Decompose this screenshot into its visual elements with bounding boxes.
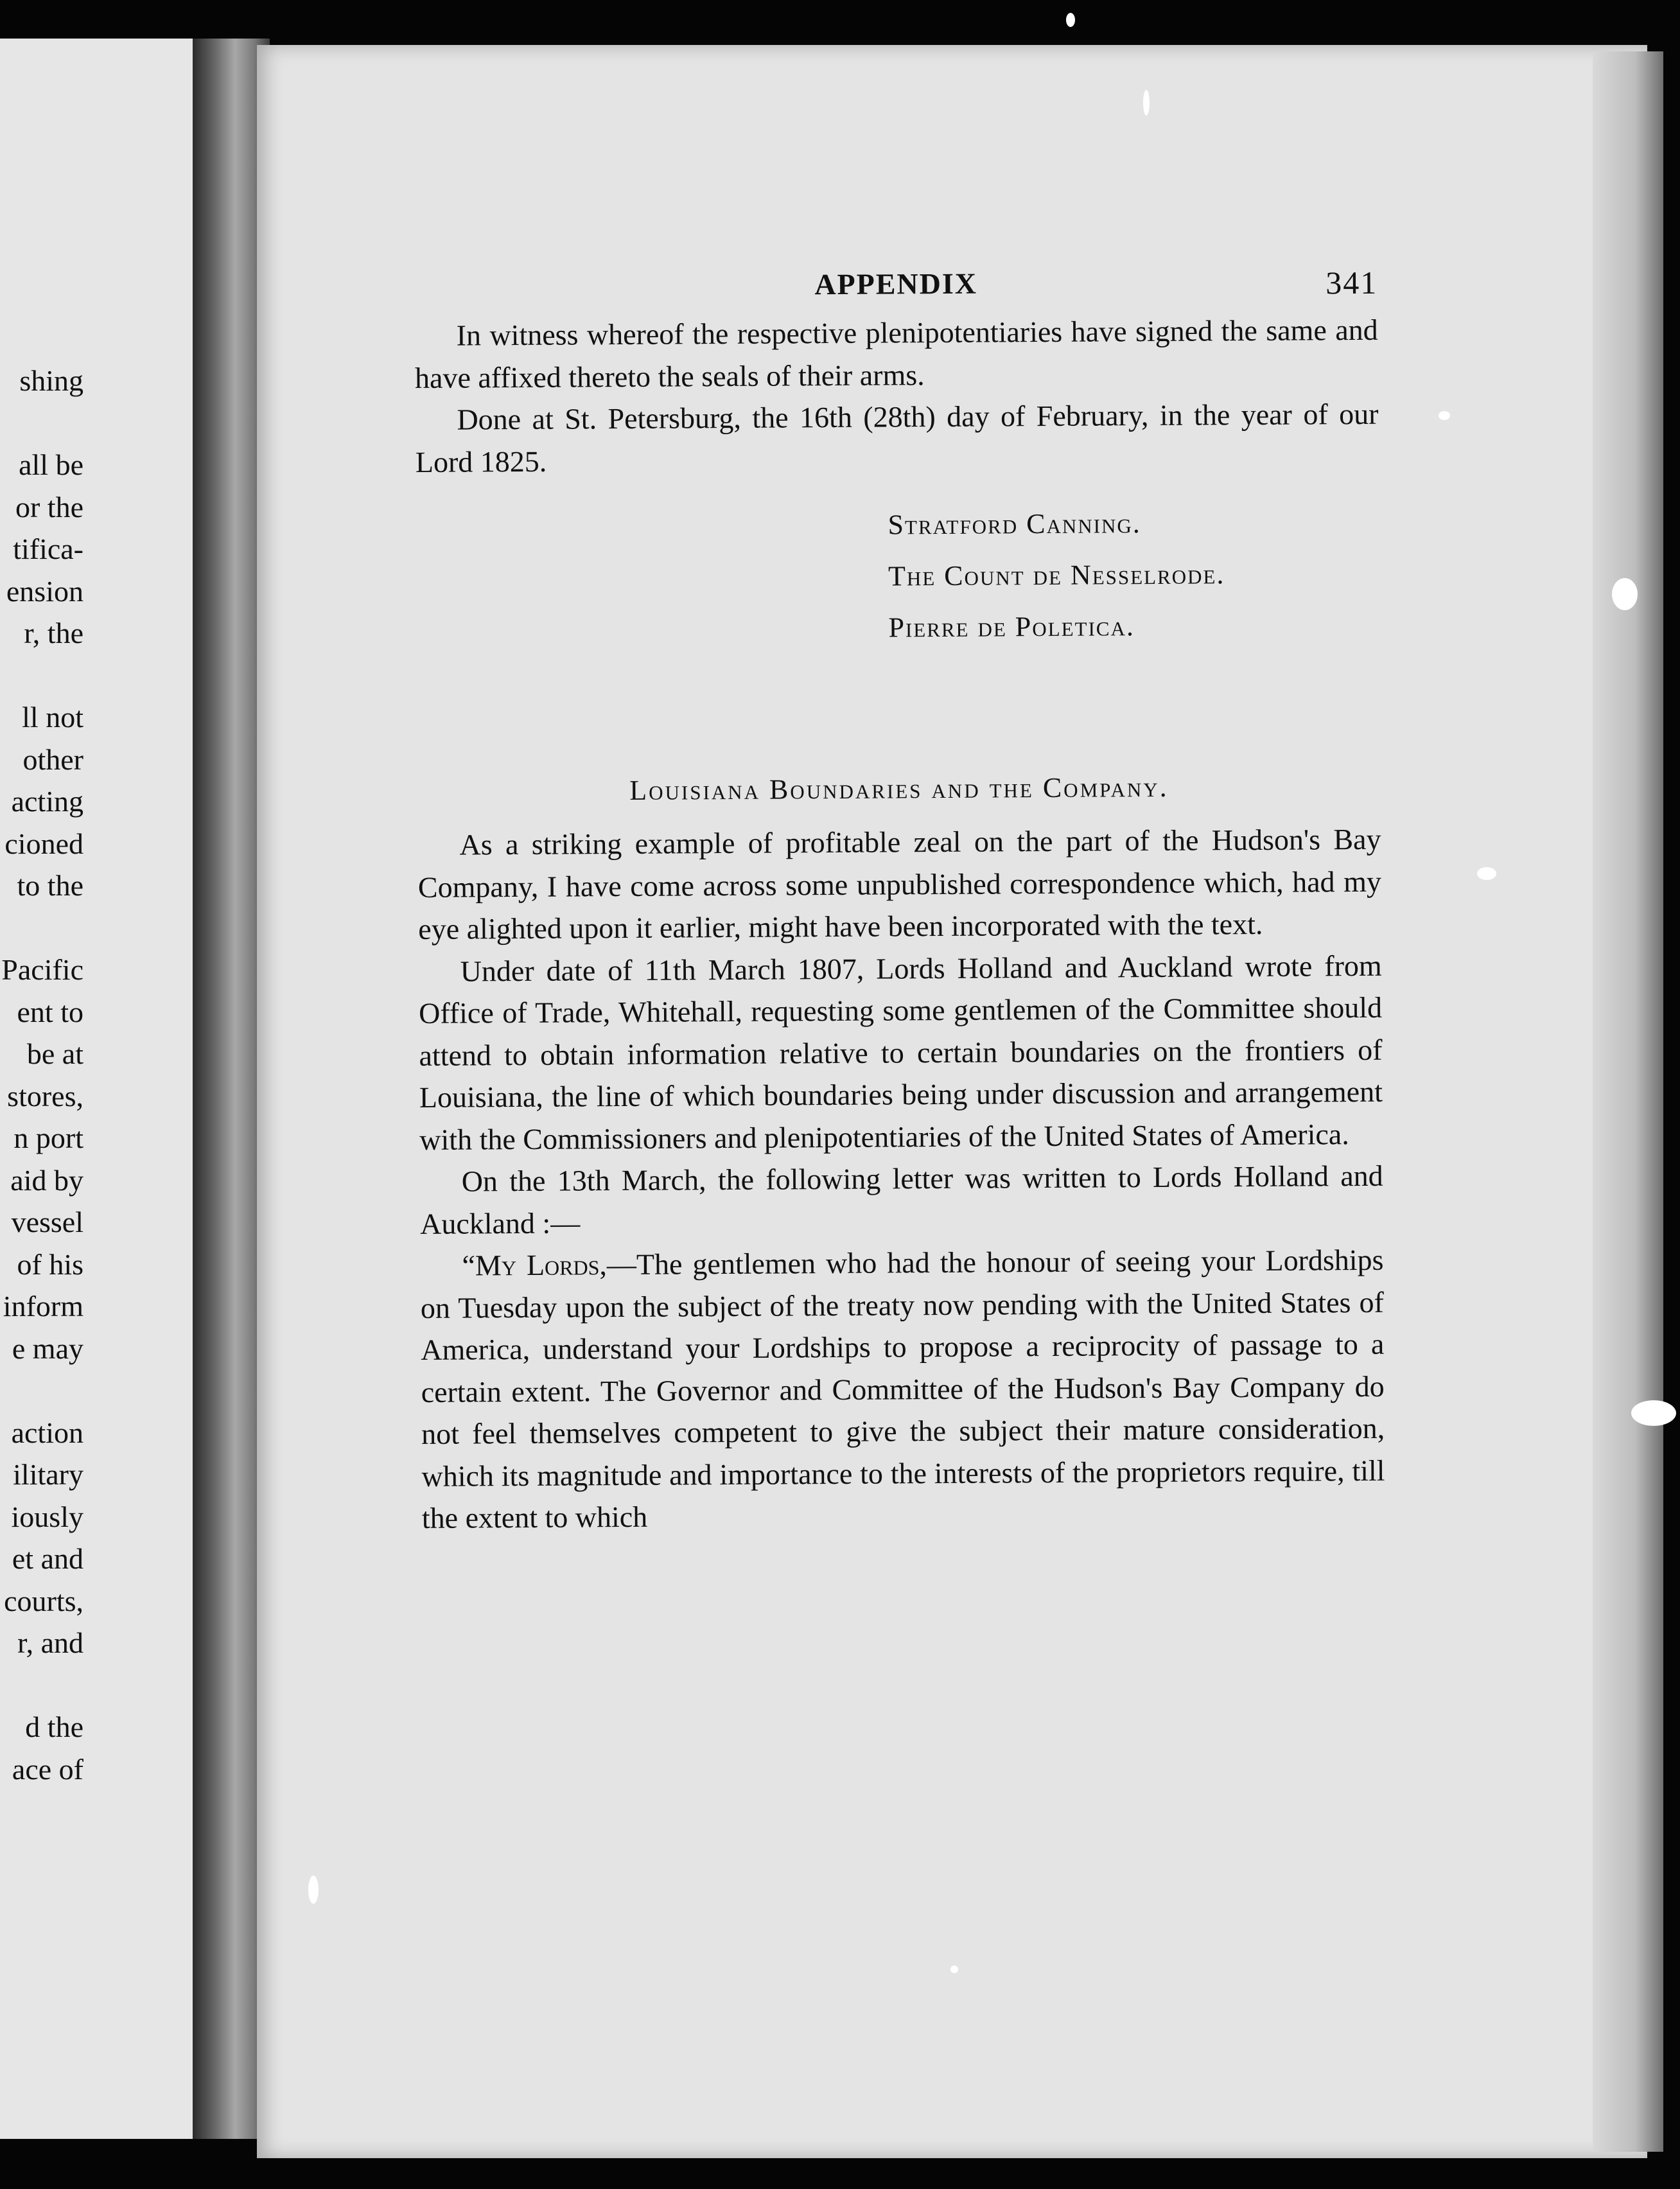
left-line: courts,: [4, 1584, 83, 1617]
left-line: action: [11, 1416, 83, 1449]
signature: Stratford Canning.: [888, 507, 1141, 541]
left-line: of his: [17, 1247, 83, 1281]
left-line: tifica-: [13, 532, 83, 565]
scan-speck: [1066, 13, 1075, 27]
left-line: be at: [26, 1037, 83, 1070]
paragraph: As a striking example of profitable zeal on the part of the Hudson's Bay Company, I have come across some unpublished correspondence which, had my eye alighted upon it earlier, might have been incorporated with the text.: [417, 822, 1382, 945]
left-line: e may: [12, 1332, 83, 1365]
left-line: to the: [17, 869, 83, 902]
section-heading: Louisiana Boundaries and the Company.: [629, 771, 1169, 806]
page-edge: [1593, 51, 1663, 2152]
left-line: ace of: [12, 1752, 83, 1786]
left-line: vessel: [11, 1206, 83, 1238]
left-line: stores,: [7, 1079, 83, 1112]
left-line: shing: [19, 364, 83, 397]
left-line: cioned: [4, 827, 83, 860]
left-line: iously: [11, 1500, 83, 1533]
left-line: all be: [19, 448, 83, 481]
left-line: ent to: [17, 995, 83, 1028]
running-title: APPENDIX: [814, 267, 978, 301]
left-page-text-fragments: [1, 360, 83, 1790]
left-line: n port: [13, 1121, 83, 1154]
left-line: ension: [6, 574, 83, 608]
scan-speck: [1612, 578, 1638, 610]
paragraph: On the 13th March, the following letter was written to Lords Holland and Auckland :—: [419, 1159, 1383, 1240]
left-line: ll not: [22, 701, 83, 734]
running-head: [414, 258, 1378, 315]
scan-speck: [950, 1965, 958, 1973]
scan-speck: [1631, 1400, 1676, 1426]
page-text: [414, 258, 1385, 1540]
left-line: inform: [3, 1290, 83, 1323]
page-number: 341: [1326, 264, 1378, 301]
left-line: ilitary: [13, 1458, 83, 1491]
left-line: acting: [11, 785, 83, 818]
letter-paragraph: [420, 1239, 1385, 1540]
scan-speck: [1477, 867, 1496, 880]
left-line: aid by: [10, 1163, 83, 1197]
letter-text: —The gentlemen who had the honour of seeing your Lordships on Tuesday upon the subject of the treaty now pending with the United States of America, understand your Lordships to propose a reciprocity of passage to a certain extent. The Governor and Committee of the Hudson's Bay Company do not feel themselves competent to give the subject their mature consideration, which its magnitude and importance to the interests of the proprietors require, till the extent to which: [420, 1243, 1385, 1534]
left-line: r, and: [17, 1626, 83, 1659]
scan-speck: [1439, 411, 1450, 420]
paragraph-witness: In witness whereof the respective plenipotentiaries have signed the same and have affixed thereto the seals of their arms.: [414, 313, 1378, 394]
left-line: other: [22, 743, 83, 776]
scan-speck: [1143, 90, 1150, 116]
scan-speck: [308, 1876, 319, 1904]
signature: Pierre de Poletica.: [888, 610, 1135, 644]
left-facing-page: [0, 39, 212, 2139]
left-line: or the: [15, 490, 83, 523]
paragraph-done-at: Done at St. Petersburg, the 16th (28th) day of February, in the year of our Lord 1825.: [415, 397, 1379, 479]
left-line: et and: [12, 1542, 83, 1575]
paragraph: Under date of 11th March 1807, Lords Holland and Auckland wrote from Office of Trade, Whitehall, requesting some gentlemen of the Committee should attend to obtain information relative to certain boundaries on the frontiers of Louisiana, the line of which boundaries being under discussion and arrangement with the Commissioners and plenipotentiaries of the United States of America.: [418, 949, 1383, 1156]
left-line: Pacific: [1, 953, 83, 986]
letter-salutation: “My Lords,: [462, 1248, 608, 1282]
signature-block: [888, 497, 1379, 654]
left-line: r, the: [24, 617, 83, 649]
left-line: d the: [25, 1710, 83, 1743]
signature: The Count de Nesselrode.: [888, 558, 1225, 592]
